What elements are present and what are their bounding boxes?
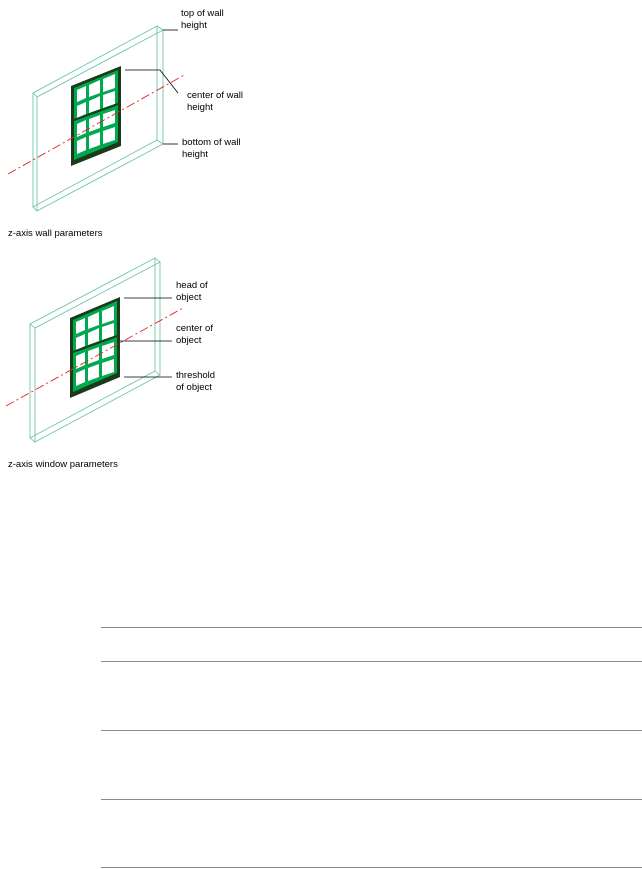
label-center-of-object: center of object	[176, 323, 213, 346]
leader-lines-2	[120, 298, 172, 377]
label-threshold-of-object: threshold of object	[176, 370, 216, 393]
table-rule-3	[101, 730, 642, 731]
label-top-of-wall-height: top of wall height	[181, 8, 224, 31]
label-head-of-object: head of object	[176, 280, 208, 303]
figure2-caption: z-axis window parameters	[8, 459, 118, 470]
table-rule-1	[101, 627, 642, 628]
label-center-of-wall-height: center of wall height	[187, 90, 243, 113]
label-bottom-of-wall-height: bottom of wall height	[182, 137, 241, 160]
figure1-caption: z-axis wall parameters	[8, 228, 103, 239]
table-rule-2	[101, 661, 642, 662]
table-rule-5	[101, 867, 642, 868]
table-rule-4	[101, 799, 642, 800]
